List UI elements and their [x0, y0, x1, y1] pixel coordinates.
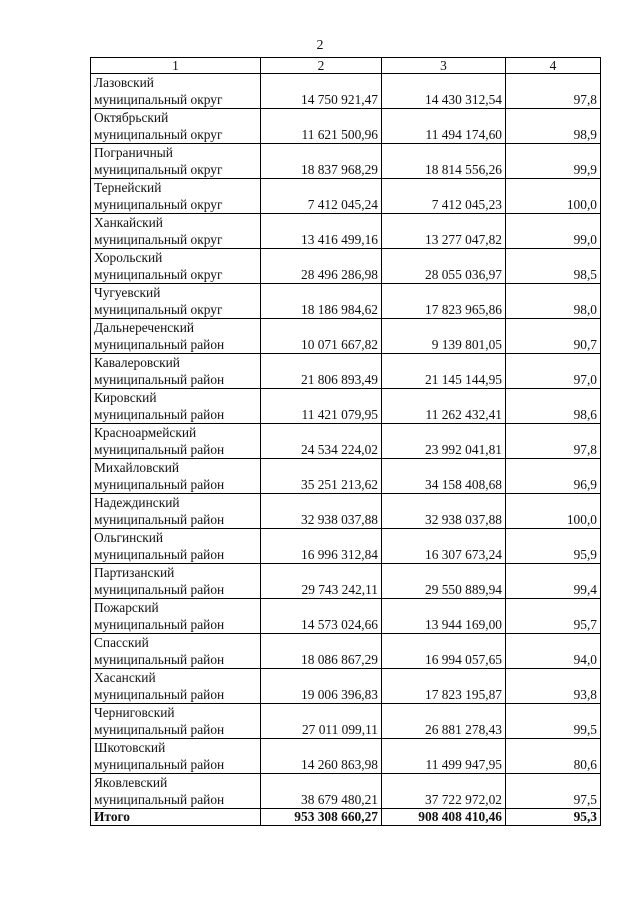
table-row: [91, 214, 601, 249]
value-col-2: 35 251 213,62: [261, 459, 382, 494]
district-cell: [91, 319, 261, 354]
district-cell: [91, 459, 261, 494]
table-row: [91, 774, 601, 809]
district-cell: [91, 634, 261, 669]
table-row: [91, 599, 601, 634]
value-col-4: 98,0: [506, 284, 601, 319]
district-cell: [91, 354, 261, 389]
district-type: муниципальный район: [94, 616, 225, 632]
total-col-3: 908 408 410,46: [382, 809, 506, 826]
table-row: [91, 634, 601, 669]
value-col-3: 32 938 037,88: [382, 494, 506, 529]
district-type: муниципальный район: [94, 406, 225, 422]
table-row: [91, 319, 601, 354]
header-col-4: 4: [506, 58, 601, 74]
district-cell: [91, 424, 261, 459]
value-col-2: 18 186 984,62: [261, 284, 382, 319]
value-col-3: 23 992 041,81: [382, 424, 506, 459]
value-col-2: 11 621 500,96: [261, 109, 382, 144]
value-col-2: 21 806 893,49: [261, 354, 382, 389]
district-cell: [91, 564, 261, 599]
district-cell: [91, 284, 261, 319]
district-type: муниципальный район: [94, 371, 225, 387]
value-col-3: 17 823 195,87: [382, 669, 506, 704]
report-table: [90, 57, 601, 826]
district-type: муниципальный район: [94, 581, 225, 597]
district-type: муниципальный район: [94, 651, 225, 667]
district-cell: [91, 599, 261, 634]
district-type: муниципальный район: [94, 721, 225, 737]
value-col-2: 28 496 286,98: [261, 249, 382, 284]
value-col-4: 99,4: [506, 564, 601, 599]
district-type: муниципальный район: [94, 756, 225, 772]
table-row: [91, 669, 601, 704]
district-type: муниципальный округ: [94, 266, 223, 282]
district-cell: [91, 144, 261, 179]
district-type: муниципальный район: [94, 336, 225, 352]
table-row: [91, 424, 601, 459]
district-cell: [91, 529, 261, 564]
header-col-3: 3: [382, 58, 506, 74]
district-type: муниципальный округ: [94, 231, 223, 247]
value-col-3: 16 994 057,65: [382, 634, 506, 669]
district-name: Шкотовский: [94, 740, 166, 755]
table-row: [91, 179, 601, 214]
value-col-3: 11 494 174,60: [382, 109, 506, 144]
value-col-3: 13 277 047,82: [382, 214, 506, 249]
value-col-4: 100,0: [506, 494, 601, 529]
value-col-4: 97,8: [506, 74, 601, 109]
value-col-2: 13 416 499,16: [261, 214, 382, 249]
table-row: [91, 564, 601, 599]
value-col-2: 14 750 921,47: [261, 74, 382, 109]
value-col-4: 93,8: [506, 669, 601, 704]
value-col-4: 98,6: [506, 389, 601, 424]
value-col-4: 80,6: [506, 739, 601, 774]
district-name: Яковлевский: [94, 775, 168, 790]
value-col-4: 97,0: [506, 354, 601, 389]
value-col-2: 18 086 867,29: [261, 634, 382, 669]
district-cell: [91, 669, 261, 704]
value-col-4: 95,7: [506, 599, 601, 634]
value-col-3: 11 262 432,41: [382, 389, 506, 424]
value-col-3: 28 055 036,97: [382, 249, 506, 284]
value-col-2: 19 006 396,83: [261, 669, 382, 704]
value-col-3: 7 412 045,23: [382, 179, 506, 214]
table-row: [91, 284, 601, 319]
value-col-2: 11 421 079,95: [261, 389, 382, 424]
value-col-3: 14 430 312,54: [382, 74, 506, 109]
district-name: Ханкайский: [94, 215, 163, 230]
district-name: Надеждинский: [94, 495, 180, 510]
district-name: Тернейский: [94, 180, 162, 195]
district-cell: [91, 74, 261, 109]
value-col-4: 100,0: [506, 179, 601, 214]
district-type: муниципальный район: [94, 476, 225, 492]
value-col-2: 7 412 045,24: [261, 179, 382, 214]
district-name: Хорольский: [94, 250, 163, 265]
value-col-4: 99,9: [506, 144, 601, 179]
total-col-2: 953 308 660,27: [261, 809, 382, 826]
table-body: [91, 74, 601, 809]
district-type: муниципальный район: [94, 686, 225, 702]
table-row: [91, 74, 601, 109]
district-name: Лазовский: [94, 75, 154, 90]
value-col-2: 18 837 968,29: [261, 144, 382, 179]
table-row: [91, 529, 601, 564]
value-col-4: 97,5: [506, 774, 601, 809]
district-name: Черниговский: [94, 705, 175, 720]
value-col-4: 95,9: [506, 529, 601, 564]
value-col-3: 37 722 972,02: [382, 774, 506, 809]
district-type: муниципальный округ: [94, 196, 223, 212]
value-col-3: 21 145 144,95: [382, 354, 506, 389]
district-name: Хасанский: [94, 670, 156, 685]
district-cell: [91, 389, 261, 424]
district-name: Дальнереченский: [94, 320, 195, 335]
table-row: [91, 389, 601, 424]
table-row: [91, 144, 601, 179]
district-name: Октябрьский: [94, 110, 169, 125]
value-col-2: 29 743 242,11: [261, 564, 382, 599]
value-col-4: 96,9: [506, 459, 601, 494]
district-name: Пожарский: [94, 600, 159, 615]
value-col-3: 11 499 947,95: [382, 739, 506, 774]
value-col-2: 14 260 863,98: [261, 739, 382, 774]
total-col-4: 95,3: [506, 809, 601, 826]
value-col-2: 24 534 224,02: [261, 424, 382, 459]
district-cell: [91, 774, 261, 809]
district-name: Партизанский: [94, 565, 175, 580]
value-col-4: 99,5: [506, 704, 601, 739]
value-col-2: 27 011 099,11: [261, 704, 382, 739]
value-col-2: 14 573 024,66: [261, 599, 382, 634]
value-col-3: 34 158 408,68: [382, 459, 506, 494]
value-col-4: 94,0: [506, 634, 601, 669]
district-name: Ольгинский: [94, 530, 164, 545]
district-cell: [91, 179, 261, 214]
district-cell: [91, 249, 261, 284]
district-type: муниципальный округ: [94, 126, 223, 142]
district-type: муниципальный район: [94, 441, 225, 457]
table-row: [91, 704, 601, 739]
value-col-2: 38 679 480,21: [261, 774, 382, 809]
district-type: муниципальный район: [94, 546, 225, 562]
table-row: [91, 459, 601, 494]
table-row: [91, 494, 601, 529]
district-cell: [91, 494, 261, 529]
value-col-2: 16 996 312,84: [261, 529, 382, 564]
header-col-1: 1: [91, 58, 261, 74]
district-cell: [91, 214, 261, 249]
value-col-2: 32 938 037,88: [261, 494, 382, 529]
table-row: [91, 109, 601, 144]
total-row: [91, 809, 601, 826]
value-col-4: 98,9: [506, 109, 601, 144]
value-col-3: 13 944 169,00: [382, 599, 506, 634]
district-cell: [91, 739, 261, 774]
district-type: муниципальный район: [94, 791, 225, 807]
district-name: Красноармейский: [94, 425, 197, 440]
header-col-2: 2: [261, 58, 382, 74]
total-label: Итого: [91, 809, 261, 826]
table-row: [91, 249, 601, 284]
value-col-4: 90,7: [506, 319, 601, 354]
table-header: [91, 58, 601, 74]
value-col-3: 9 139 801,05: [382, 319, 506, 354]
value-col-3: 16 307 673,24: [382, 529, 506, 564]
table-row: [91, 354, 601, 389]
value-col-2: 10 071 667,82: [261, 319, 382, 354]
district-name: Чугуевский: [94, 285, 161, 300]
district-cell: [91, 704, 261, 739]
district-type: муниципальный округ: [94, 301, 223, 317]
value-col-4: 99,0: [506, 214, 601, 249]
district-type: муниципальный район: [94, 511, 225, 527]
value-col-3: 18 814 556,26: [382, 144, 506, 179]
district-name: Спасский: [94, 635, 149, 650]
value-col-3: 26 881 278,43: [382, 704, 506, 739]
district-name: Михайловский: [94, 460, 180, 475]
district-cell: [91, 109, 261, 144]
value-col-3: 29 550 889,94: [382, 564, 506, 599]
value-col-4: 97,8: [506, 424, 601, 459]
district-name: Пограничный: [94, 145, 173, 160]
page-number: 2: [316, 38, 324, 53]
value-col-3: 17 823 965,86: [382, 284, 506, 319]
table-row: [91, 739, 601, 774]
district-type: муниципальный округ: [94, 91, 223, 107]
value-col-4: 98,5: [506, 249, 601, 284]
district-type: муниципальный округ: [94, 161, 223, 177]
district-name: Кавалеровский: [94, 355, 180, 370]
district-name: Кировский: [94, 390, 157, 405]
